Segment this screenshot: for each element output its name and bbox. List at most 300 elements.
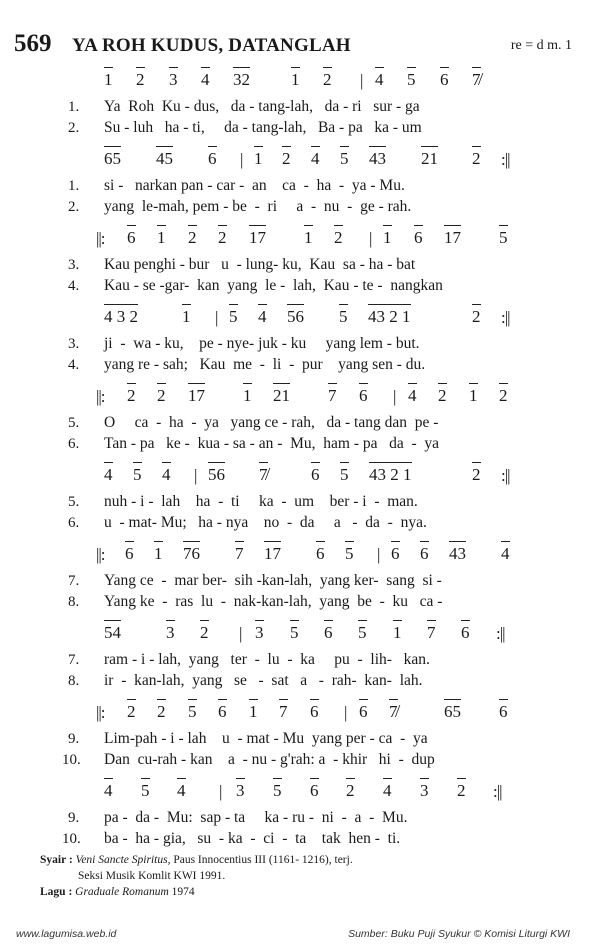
- note: [444, 703, 461, 721]
- lyric-text: ram - i - lah, yang ter - lu - ka pu - lih- kan.: [104, 651, 430, 668]
- footer-source: Sumber: Buku Puji Syukur © Komisi Liturgi KWI: [348, 928, 570, 940]
- note-text: 3: [166, 623, 175, 642]
- note: [427, 624, 436, 642]
- verse-number: 2.: [68, 199, 80, 215]
- lyric-text: ji - wa - ku, pe - nye- juk - ku yang lem - but.: [104, 335, 420, 352]
- note-text: 2: [438, 386, 447, 405]
- verse-number: 10.: [62, 831, 81, 847]
- note-text: 2: [127, 702, 136, 721]
- beam-line: [457, 778, 466, 779]
- note: [154, 545, 163, 563]
- note: [438, 387, 447, 405]
- lyric-line: [0, 177, 600, 197]
- note-text: 6: [324, 623, 333, 642]
- note-text: 4: [201, 70, 210, 89]
- note-text: |: [344, 703, 348, 722]
- note-text: 7: [235, 544, 244, 563]
- note-text: 6: [310, 781, 319, 800]
- note-text: 43 2 1: [369, 465, 412, 484]
- note: [156, 150, 173, 168]
- note: [104, 150, 121, 168]
- note-text: 1: [104, 70, 113, 89]
- note-text: :||: [501, 150, 510, 169]
- syair-title: Veni Sancte Spiritus,: [75, 854, 171, 866]
- note-text: 5: [188, 702, 197, 721]
- hymn-header: [14, 30, 586, 60]
- note: [127, 387, 136, 405]
- note-text: 1: [304, 228, 313, 247]
- beam-line: [233, 67, 250, 68]
- beam-line: [469, 383, 478, 384]
- beam-line: [208, 462, 225, 463]
- note-text: 4: [311, 149, 320, 168]
- note-text: ||:: [96, 387, 105, 406]
- note: [420, 782, 429, 800]
- footer: [0, 924, 600, 946]
- lyric-text: Dan cu-rah - kan a - nu - g'rah: a - khir hi - dup: [104, 751, 435, 768]
- note-text: 45: [156, 149, 173, 168]
- note: [324, 624, 333, 642]
- note: [104, 782, 113, 800]
- barline: [219, 782, 222, 802]
- note: [188, 229, 197, 247]
- beam-line: [383, 778, 392, 779]
- beam-line: [218, 699, 227, 700]
- beam-line: [311, 462, 320, 463]
- beam-line: [157, 699, 166, 700]
- note: [218, 229, 227, 247]
- note: [334, 229, 343, 247]
- beam-line: [421, 146, 438, 147]
- note-text: 43: [449, 544, 466, 563]
- note: [208, 466, 225, 484]
- note-text: 4: [375, 70, 384, 89]
- note-text: 5: [229, 307, 238, 326]
- lyric-text: u - mat- Mu; ha - nya no - da a - da - nya.: [104, 514, 427, 531]
- beam-line: [449, 541, 466, 542]
- note: [393, 624, 402, 642]
- note: [236, 782, 245, 800]
- note: [310, 703, 319, 721]
- beam-line: [287, 304, 304, 305]
- beam-line: [188, 699, 197, 700]
- notation-row: [0, 700, 600, 722]
- beam-line: [391, 541, 400, 542]
- lyric-text: yang le-mah, pem - be - ri a - nu - ge - rah.: [104, 198, 412, 215]
- note-text: 2: [282, 149, 291, 168]
- note: [472, 150, 481, 168]
- note-text: 7: [427, 623, 436, 642]
- note-text: 3: [169, 70, 178, 89]
- beam-line: [499, 383, 508, 384]
- note: [243, 387, 252, 405]
- note-text: 21: [421, 149, 438, 168]
- note: [369, 150, 386, 168]
- beam-line: [166, 620, 175, 621]
- note-text: 6: [218, 702, 227, 721]
- note: [369, 466, 412, 484]
- lyric-text: Yang ce - mar ber- sih -kan-lah, yang ker- sang si -: [104, 572, 442, 589]
- lyric-line: [0, 335, 600, 355]
- repeat-sign: [501, 466, 510, 486]
- barline: [360, 71, 363, 91]
- lyric-text: nuh - i - lah ha - ti ka - um ber - i - man.: [104, 493, 418, 510]
- hymn-number: 569: [14, 30, 52, 57]
- note: [177, 782, 186, 800]
- note-text: 2: [472, 307, 481, 326]
- beam-line: [346, 778, 355, 779]
- note-text: 4: [383, 781, 392, 800]
- note: [408, 387, 417, 405]
- lyric-text: Tan - pa ke - kua - sa - an - Mu, ham - pa da - ya: [104, 435, 440, 452]
- note: [449, 545, 466, 563]
- beam-line: [311, 146, 320, 147]
- note-text: :||: [501, 308, 510, 327]
- note-text: 1: [157, 228, 166, 247]
- footer-website: www.lagumisa.web.id: [16, 928, 117, 940]
- beam-line: [249, 225, 266, 226]
- note-text: 17: [444, 228, 461, 247]
- note-text: 4: [104, 781, 113, 800]
- note-text: 43 2 1: [368, 307, 411, 326]
- note: [104, 71, 113, 89]
- barline: [215, 308, 218, 328]
- note-text: 6: [359, 386, 368, 405]
- beam-line: [290, 620, 299, 621]
- note-text: ||:: [96, 229, 105, 248]
- beam-line: [389, 699, 398, 700]
- verse-number: 8.: [68, 673, 80, 689]
- note: [472, 71, 481, 89]
- note: [421, 150, 438, 168]
- note-text: 6: [391, 544, 400, 563]
- note: [304, 229, 313, 247]
- lyric-line: [0, 830, 600, 850]
- verse-number: 7.: [68, 573, 80, 589]
- note: [141, 782, 150, 800]
- note-text: 6: [461, 623, 470, 642]
- note-text: 1: [469, 386, 478, 405]
- note: [311, 150, 320, 168]
- note-text: 5: [358, 623, 367, 642]
- notation-row: [0, 384, 600, 406]
- beam-line: [188, 383, 205, 384]
- beam-line: [499, 225, 508, 226]
- note-text: 5: [345, 544, 354, 563]
- note: [340, 466, 349, 484]
- note-text: :||: [501, 466, 510, 485]
- beam-line: [340, 146, 349, 147]
- note-text: 3: [420, 781, 429, 800]
- note: [310, 782, 319, 800]
- beam-line: [104, 620, 121, 621]
- beam-line: [304, 225, 313, 226]
- note-text: 2: [472, 465, 481, 484]
- beam-line: [255, 620, 264, 621]
- note-text: ||:: [96, 545, 105, 564]
- beam-line: [444, 699, 461, 700]
- note: [501, 545, 510, 563]
- lyric-line: [0, 98, 600, 118]
- note-text: 1: [182, 307, 191, 326]
- note-text: ||:: [96, 703, 105, 722]
- verse-number: 4.: [68, 278, 80, 294]
- beam-line: [127, 383, 136, 384]
- beam-line: [154, 541, 163, 542]
- note: [499, 229, 508, 247]
- lyric-line: [0, 435, 600, 455]
- notation-row: [0, 147, 600, 169]
- beam-line: [440, 67, 449, 68]
- beam-line: [499, 699, 508, 700]
- note: [311, 466, 320, 484]
- beam-line: [200, 620, 209, 621]
- note-text: 6: [311, 465, 320, 484]
- beam-line: [104, 67, 113, 68]
- lyric-text: yang re - sah; Kau me - li - pur yang sen - du.: [104, 356, 426, 373]
- note: [258, 308, 267, 326]
- lyric-text: ba - ha - gia, su - ka - ci - ta tak hen - ti.: [104, 830, 401, 847]
- barline: [240, 150, 243, 170]
- note: [440, 71, 449, 89]
- verse-number: 8.: [68, 594, 80, 610]
- beam-line: [472, 67, 481, 68]
- note-text: 56: [208, 465, 225, 484]
- beam-line: [279, 699, 288, 700]
- note-text: 2: [157, 702, 166, 721]
- beam-line: [358, 620, 367, 621]
- lyric-text: si - narkan pan - car - an ca - ha - ya - Mu.: [104, 177, 405, 194]
- lyric-line: [0, 572, 600, 592]
- note-text: 6: [420, 544, 429, 563]
- note: [157, 703, 166, 721]
- note: [282, 150, 291, 168]
- note: [273, 782, 282, 800]
- lyric-line: [0, 356, 600, 376]
- note-text: 7: [279, 702, 288, 721]
- beam-line: [461, 620, 470, 621]
- beam-line: [127, 699, 136, 700]
- lyric-line: [0, 672, 600, 692]
- repeat-sign: [496, 624, 505, 644]
- repeat-sign: [501, 150, 510, 170]
- beam-line: [104, 462, 113, 463]
- note: [340, 150, 349, 168]
- lyric-line: [0, 651, 600, 671]
- beam-line: [236, 778, 245, 779]
- beam-line: [345, 541, 354, 542]
- note-text: 3: [236, 781, 245, 800]
- verse-number: 5.: [68, 415, 80, 431]
- repeat-sign: [96, 545, 105, 565]
- note-text: 6: [414, 228, 423, 247]
- verse-number: 10.: [62, 752, 81, 768]
- lyric-text: Kau - se -gar- kan yang le - lah, Kau - te - nangkan: [104, 277, 443, 294]
- note: [218, 703, 227, 721]
- note: [208, 150, 217, 168]
- note: [287, 308, 304, 326]
- note: [457, 782, 466, 800]
- note-text: 2: [157, 386, 166, 405]
- note: [259, 466, 268, 484]
- barline: [377, 545, 380, 565]
- verse-number: 1.: [68, 99, 80, 115]
- note-text: 5: [340, 465, 349, 484]
- note-text: 4: [258, 307, 267, 326]
- note: [383, 229, 392, 247]
- note: [235, 545, 244, 563]
- beam-line: [427, 620, 436, 621]
- note: [169, 71, 178, 89]
- note: [359, 703, 368, 721]
- notation-row: [0, 779, 600, 801]
- note: [157, 387, 166, 405]
- notation-row: [0, 463, 600, 485]
- barline: [369, 229, 372, 249]
- beam-line: [324, 620, 333, 621]
- repeat-sign: [96, 387, 105, 407]
- note-text: |: [219, 782, 223, 801]
- note: [188, 703, 197, 721]
- note: [469, 387, 478, 405]
- note-text: :||: [496, 624, 505, 643]
- lyric-line: [0, 593, 600, 613]
- note: [420, 545, 429, 563]
- note-text: 5: [290, 623, 299, 642]
- note: [444, 229, 461, 247]
- note-text: 43: [369, 149, 386, 168]
- beam-line: [273, 383, 290, 384]
- repeat-sign: [493, 782, 502, 802]
- note-text: 2: [218, 228, 227, 247]
- verse-number: 3.: [68, 336, 80, 352]
- beam-line: [369, 462, 412, 463]
- repeat-sign: [501, 308, 510, 328]
- note-text: 5: [141, 781, 150, 800]
- note: [290, 624, 299, 642]
- note-text: 5: [133, 465, 142, 484]
- beam-line: [127, 225, 136, 226]
- hymn-title: YA ROH KUDUS, DATANGLAH: [72, 35, 351, 56]
- beam-line: [104, 146, 121, 147]
- lyric-text: Lim-pah - i - lah u - mat - Mu yang per - ca - ya: [104, 730, 428, 747]
- beam-line: [359, 383, 368, 384]
- note-text: |: [240, 150, 244, 169]
- beam-line: [156, 146, 173, 147]
- note-text: 56: [287, 307, 304, 326]
- beam-line: [104, 778, 113, 779]
- beam-line: [501, 541, 510, 542]
- note-text: |: [239, 624, 243, 643]
- note: [328, 387, 337, 405]
- lyric-line: [0, 414, 600, 434]
- lagu-label: Lagu :: [40, 886, 73, 898]
- verse-number: 5.: [68, 494, 80, 510]
- barline: [393, 387, 396, 407]
- lyric-text: Kau penghi - bur u - lung- ku, Kau sa - ha - bat: [104, 256, 416, 273]
- beam-line: [383, 225, 392, 226]
- beam-line: [254, 146, 263, 147]
- beam-line: [183, 541, 200, 542]
- beam-line: [258, 304, 267, 305]
- beam-line: [259, 462, 268, 463]
- repeat-sign: [96, 703, 105, 723]
- verse-number: 2.: [68, 120, 80, 136]
- note: [166, 624, 175, 642]
- beam-line: [188, 225, 197, 226]
- note-text: 1: [154, 544, 163, 563]
- note: [157, 229, 166, 247]
- note-text: 3: [255, 623, 264, 642]
- notation-row: [0, 305, 600, 327]
- hymn-key: re = d m. 1: [510, 38, 572, 53]
- note-text: |: [377, 545, 381, 564]
- note: [127, 703, 136, 721]
- note-text: 21: [273, 386, 290, 405]
- note-text: 5: [407, 70, 416, 89]
- lagu-year: 1974: [171, 886, 195, 898]
- note: [339, 308, 348, 326]
- note-text: 1: [243, 386, 252, 405]
- lyric-line: [0, 730, 600, 750]
- beam-line: [291, 67, 300, 68]
- note: [358, 624, 367, 642]
- note: [461, 624, 470, 642]
- beam-line: [104, 304, 138, 305]
- note: [383, 782, 392, 800]
- beam-line: [334, 225, 343, 226]
- note-text: 4 3 2: [104, 307, 138, 326]
- note-text: 1: [393, 623, 402, 642]
- beam-line: [136, 67, 145, 68]
- note: [162, 466, 171, 484]
- lyric-text: pa - da - Mu: sap - ta ka - ru - ni - a - Mu.: [104, 809, 408, 826]
- beam-line: [177, 778, 186, 779]
- note: [368, 308, 411, 326]
- lyric-text: ir - kan-lah, yang se - sat a - rah- kan- lah.: [104, 672, 423, 689]
- beam-line: [229, 304, 238, 305]
- note: [104, 308, 138, 326]
- note: [127, 229, 136, 247]
- note-text: 6: [125, 544, 134, 563]
- note: [472, 466, 481, 484]
- note: [104, 624, 121, 642]
- verse-number: 9.: [68, 810, 80, 826]
- note-text: 6: [440, 70, 449, 89]
- credit-syair-2: [40, 868, 580, 884]
- note-text: 6: [127, 228, 136, 247]
- note-text: 6: [310, 702, 319, 721]
- note: [359, 387, 368, 405]
- barline: [344, 703, 347, 723]
- lyric-line: [0, 256, 600, 276]
- beam-line: [218, 225, 227, 226]
- note: [249, 229, 266, 247]
- verse-number: 7.: [68, 652, 80, 668]
- lyric-text: O ca - ha - ya yang ce - rah, da - tang dan pe -: [104, 414, 439, 431]
- note-text: 2: [136, 70, 145, 89]
- beam-line: [310, 778, 319, 779]
- note-text: 4: [104, 465, 113, 484]
- beam-line: [310, 699, 319, 700]
- note: [499, 387, 508, 405]
- lyric-line: [0, 119, 600, 139]
- beam-line: [438, 383, 447, 384]
- beam-line: [169, 67, 178, 68]
- note: [264, 545, 281, 563]
- beam-line: [273, 778, 282, 779]
- note-text: |: [393, 387, 397, 406]
